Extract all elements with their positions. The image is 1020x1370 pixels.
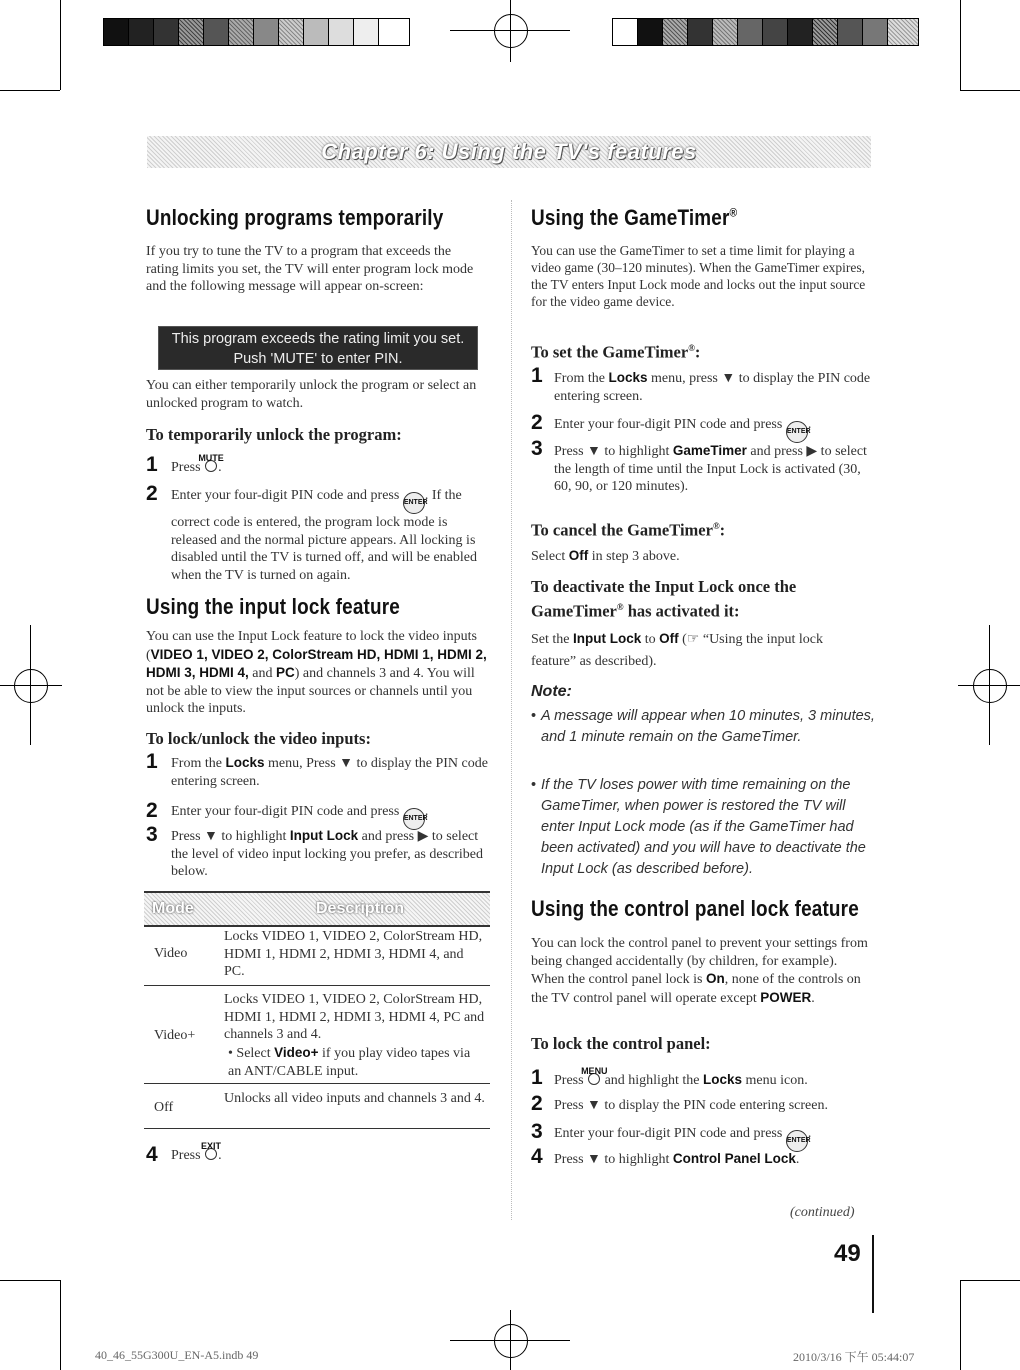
on-screen-lock-message [158, 326, 478, 370]
lock-message-line-2: Push 'MUTE' to enter PIN. [233, 351, 403, 367]
control-panel-step-3: Enter your four-digit PIN code and press ENTER. [554, 1125, 884, 1152]
input-lock-step-4: Press EXIT . [171, 1141, 222, 1163]
step-number: 2 [531, 1092, 543, 1115]
crop-mark [0, 1280, 60, 1281]
crop-mark [960, 1280, 961, 1370]
lock-message-line-1: This program exceeds the rating limit you set. [171, 331, 465, 347]
subheading-cancel-gametimer: To cancel the GameTimer®: [531, 520, 726, 540]
enter-button-icon: ENTER [403, 492, 425, 514]
control-panel-step-4: Press ▼ to highlight Control Panel Lock. [554, 1151, 800, 1167]
input-lock-table-header [144, 891, 490, 927]
exit-button-icon: EXIT [204, 1147, 218, 1165]
control-panel-intro: You can lock the control panel to prevent your settings from being changed accidentally (by children, for example). When the control panel lock is On, none of the controls on the TV control panel will operate except POWER. [531, 936, 868, 1006]
enter-button-icon: ENTER [786, 1130, 808, 1152]
crop-mark [960, 1280, 1020, 1281]
heading-control-panel-lock: Using the control panel lock feature [531, 896, 859, 921]
step-number: 2 [146, 799, 158, 822]
gametimer-step-3: Press ▼ to highlight GameTimer and press ▶ to select the length of time until the Input Lock is activated (30, 60, 90, or 120 minutes). [554, 443, 867, 494]
page-number-rule [872, 1235, 874, 1313]
step-number: 3 [531, 437, 543, 460]
enter-button-icon: ENTER [786, 421, 808, 443]
step-number: 1 [531, 364, 543, 387]
table-rule [144, 1128, 490, 1129]
subheading-deactivate-input-lock: To deactivate the Input Lock once the GameTimer® has activated it: [531, 577, 797, 621]
enter-button-icon: ENTER [403, 808, 425, 830]
step-number: 1 [146, 750, 158, 773]
heading-gametimer: Using the GameTimer® [531, 205, 738, 230]
unlock-intro: If you try to tune the TV to a program that exceeds the rating limits you set, the TV will enter program lock mode and the following message will appear on-screen: [146, 244, 474, 294]
step-number: 2 [531, 411, 543, 434]
unlock-step-1: Press MUTE . [171, 453, 224, 475]
step-number: 2 [146, 482, 158, 505]
gametimer-step-1: From the Locks menu, press ▼ to display the PIN code entering screen. [554, 370, 871, 404]
heading-unlocking-programs: Unlocking programs temporarily [146, 205, 444, 230]
unlock-step-2: Enter your four-digit PIN code and press ENTER. If the correct code is entered, the program lock mode is released and the normal picture appears. All locking is disabled until the TV is turned off, and will be enabled when the TV is turned on again. [171, 488, 477, 583]
subheading-temporarily-unlock: To temporarily unlock the program: [146, 425, 402, 444]
description-cell: Unlocks all video inputs and channels 3 and 4. [224, 1091, 485, 1106]
control-panel-step-2: Press ▼ to display the PIN code entering screen. [554, 1098, 828, 1113]
table-rule [144, 985, 490, 986]
input-lock-step-1: From the Locks menu, Press ▼ to display the PIN code entering screen. [171, 755, 488, 789]
control-panel-step-1: Press MENU and highlight the Locks menu icon. [554, 1066, 808, 1088]
column-header-description: Description [316, 900, 405, 917]
step-number: 4 [531, 1145, 543, 1168]
description-cell: Locks VIDEO 1, VIDEO 2, ColorStream HD, HDMI 1, HDMI 2, HDMI 3, HDMI 4, and PC. [224, 929, 483, 979]
description-cell: Locks VIDEO 1, VIDEO 2, ColorStream HD, HDMI 1, HDMI 2, HDMI 3, HDMI 4, PC and channels 3 and 4. [224, 992, 485, 1042]
crop-mark [960, 0, 961, 90]
video-plus-bullet: • Select Video+ if you play video tapes via an ANT/CABLE input. [228, 1045, 471, 1079]
step-number: 1 [146, 453, 158, 476]
subheading-lock-control-panel: To lock the control panel: [531, 1034, 711, 1053]
step-number: 4 [146, 1143, 158, 1166]
page-number: 49 [834, 1240, 861, 1267]
chapter-title: Chapter 6: Using the TV's features [321, 139, 697, 164]
note-item: • If the TV loses power with time remaining on the GameTimer, when power is restored the TV will enter Input Lock mode (as if the GameTimer had been activated) and you will have to deactivate the Input Lock (as described before). [531, 777, 866, 877]
column-divider [511, 200, 512, 1220]
mute-button-icon: MUTE [204, 459, 218, 477]
footer-file-name: 40_46_55G300U_EN-A5.indb 49 [95, 1348, 259, 1362]
input-lock-intro: You can use the Input Lock feature to lock the video inputs (VIDEO 1, VIDEO 2, ColorStream HD, HDMI 1, HDMI 2, HDMI 3, HDMI 4, and PC) and channels 3 and 4. You will not be able to view the input sources or channels until you unlock the inputs. [146, 629, 487, 716]
step-number: 3 [531, 1120, 543, 1143]
heading-input-lock: Using the input lock feature [146, 594, 400, 619]
input-lock-step-2: Enter your four-digit PIN code and press ENTER. [171, 803, 493, 830]
note-item: • A message will appear when 10 minutes, 3 minutes, and 1 minute remain on the GameTimer. [531, 708, 875, 745]
continued-label: (continued) [790, 1205, 855, 1220]
crop-mark [60, 1280, 61, 1370]
footer-timestamp: 2010/3/16 下午 05:44:07 [793, 1350, 915, 1364]
gametimer-step-2: Enter your four-digit PIN code and press ENTER. [554, 416, 876, 443]
menu-button-icon: MENU [587, 1072, 601, 1090]
gametimer-intro: You can use the GameTimer to set a time limit for playing a video game (30–120 minutes). When the GameTimer expires, the TV enters Input Lock mode and locks out the input source for the video game device. [531, 243, 866, 309]
crop-mark [60, 0, 61, 90]
mode-cell: Off [154, 1100, 174, 1115]
input-lock-step-3: Press ▼ to highlight Input Lock and press ▶ to select the level of video input locking you prefer, as described below. [171, 828, 484, 879]
mode-cell: Video+ [154, 1028, 196, 1043]
table-rule [144, 1083, 490, 1084]
mode-cell: Video [154, 946, 188, 961]
step-number: 1 [531, 1066, 543, 1089]
note-heading: Note: [531, 683, 572, 700]
subheading-lock-unlock-inputs: To lock/unlock the video inputs: [146, 729, 371, 748]
unlock-after-text: You can either temporarily unlock the program or select an unlocked program to watch. [146, 378, 477, 411]
subheading-set-gametimer: To set the GameTimer®: [531, 342, 701, 362]
cancel-gametimer-text: Select Off in step 3 above. [531, 548, 680, 564]
deactivate-text: Set the Input Lock to Off (☞ “Using the input lock feature” as described). [531, 631, 824, 669]
step-number: 3 [146, 823, 158, 846]
crop-mark [0, 90, 60, 91]
column-header-mode: Mode [152, 900, 194, 917]
chapter-header-bar [147, 136, 871, 168]
crop-mark [960, 90, 1020, 91]
